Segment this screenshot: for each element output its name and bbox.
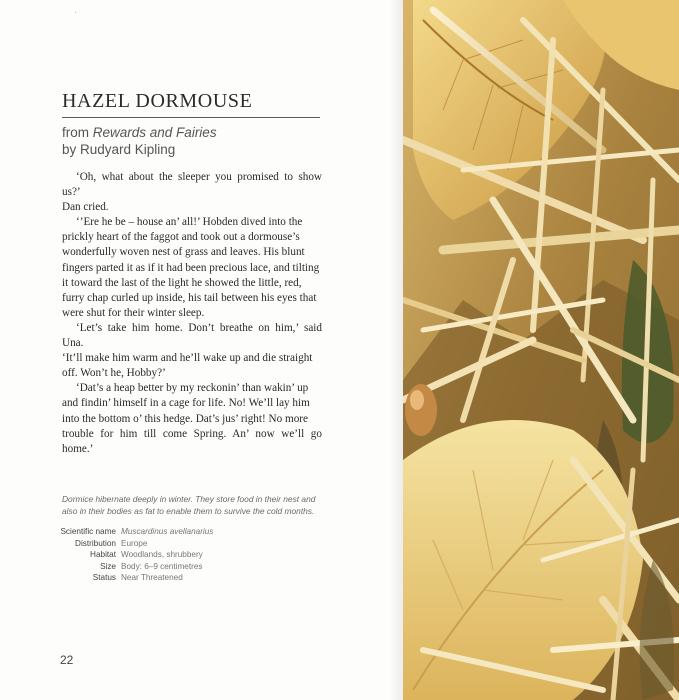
fact-row-scientific-name xyxy=(44,526,213,538)
fact-value: Body: 6–9 centimetres xyxy=(121,561,203,571)
fact-row-size xyxy=(44,561,213,573)
page-title: HAZEL DORMOUSE xyxy=(62,90,253,112)
source-work-title: Rewards and Fairies xyxy=(92,125,217,140)
source-byline: by Rudyard Kipling xyxy=(62,142,176,157)
illustration-caption: Dormice hibernate deeply in winter. They store food in their nest and also in their bodies as fat to enable them to survive the cold months. xyxy=(62,494,316,516)
fact-label: Scientific name xyxy=(60,527,116,536)
story-paragraph: ‘Let’s take him home. Don’t breathe on him,’ said Una. ‘It’ll make him warm and he’ll wake up and die straight off. Won’t he, Hobby?’ xyxy=(62,321,322,380)
fact-value: Muscardinus avellanarius xyxy=(121,527,214,536)
fact-row-distribution xyxy=(44,538,213,550)
leaf-litter-illustration xyxy=(403,0,679,700)
story-paragraph: ‘Dat’s a heap better by my reckonin’ than wakin’ up and findin’ himself in a cage for life. No! We’ll lay him into the bottom o’ this hedge. Dat’s jus’ right! No more trouble for him till come Spring. An’ now we’ll go home.’ xyxy=(62,382,322,455)
fact-value: Woodlands, shrubbery xyxy=(121,550,203,560)
fact-label: Distribution xyxy=(75,538,116,548)
story-paragraph: ‘Oh, what about the sleeper you promised to show us?’ Dan cried. xyxy=(62,171,322,214)
fact-value: Europe xyxy=(121,538,148,548)
fact-label: Status xyxy=(92,573,116,583)
fact-label: Size xyxy=(100,561,116,571)
fact-label: Habitat xyxy=(90,550,116,560)
book-gutter-shadow xyxy=(390,0,403,700)
fact-row-habitat xyxy=(44,549,213,561)
source-prefix: from xyxy=(62,125,93,140)
fact-value: Near Threatened xyxy=(121,573,183,583)
story-paragraph: ‘’Ere he be – house an’ all!’ Hobden dived into the prickly heart of the faggot and took out a dormouse’s wonderfully woven nest of grass and leaves. His blunt fingers parted it as if it had been precious lace, and tilting it toward the last of the light he showed the little, red, furry chap curled up inside, his tail between his eyes that were shut for their winter sleep. xyxy=(62,216,320,319)
fact-row-status xyxy=(44,572,213,584)
paper-speck xyxy=(75,12,76,13)
source-work-line xyxy=(62,124,217,142)
page-number: 22 xyxy=(60,653,74,667)
story-excerpt xyxy=(62,170,322,457)
fact-table xyxy=(44,526,213,584)
title-rule xyxy=(62,117,320,118)
leaf-litter-painting xyxy=(403,0,679,700)
